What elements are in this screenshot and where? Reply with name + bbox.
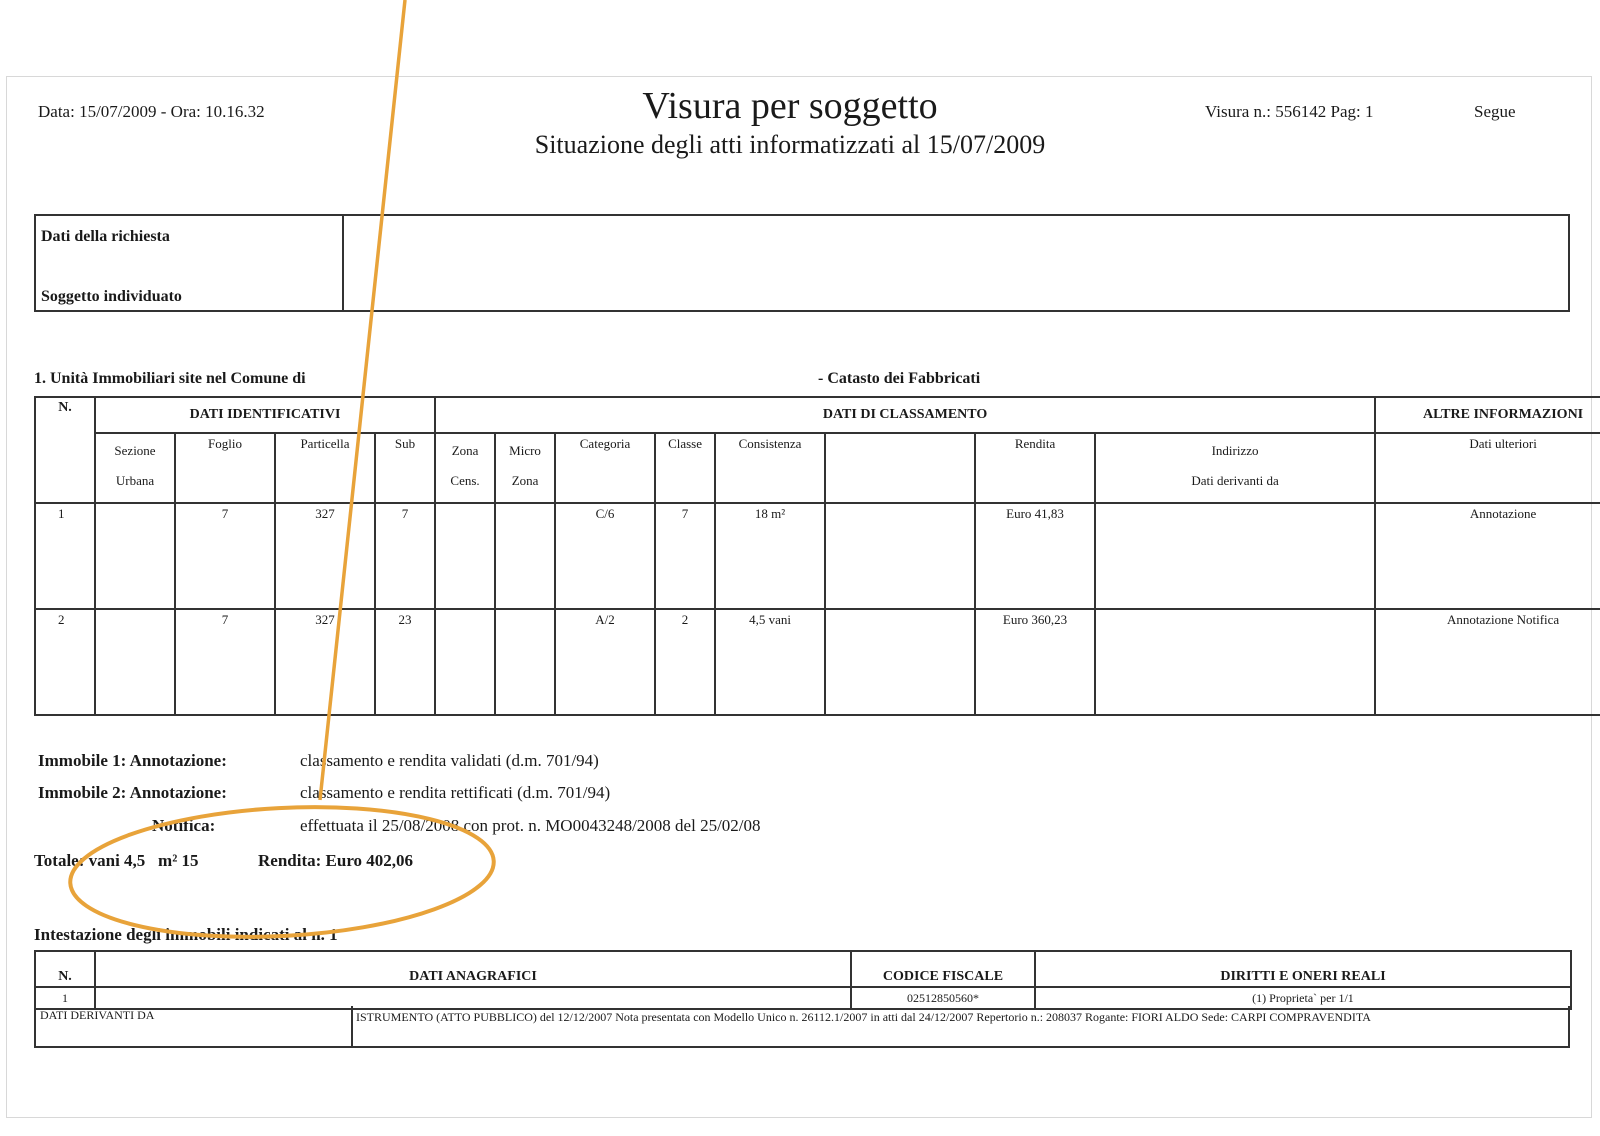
table-row — [35, 609, 1600, 715]
cell-particella: 327 — [275, 503, 375, 609]
group-dati-classamento: DATI DI CLASSAMENTO — [435, 397, 1375, 433]
col-classe: Classe — [655, 433, 715, 503]
cell-sezione — [95, 503, 175, 609]
cell-blank — [825, 503, 975, 609]
col-consistenza: Consistenza — [715, 433, 825, 503]
subject-label: Soggetto individuato — [41, 288, 182, 305]
cell-categoria: C/6 — [555, 503, 655, 609]
col-foglio: Foglio — [175, 433, 275, 503]
owners-title: Intestazione degli immobili indicati al n. 1 — [34, 925, 338, 944]
cell-micro — [495, 503, 555, 609]
catasto-label: - Catasto dei Fabbricati — [818, 370, 981, 387]
section-title: 1. Unità Immobiliari site nel Comune di — [34, 370, 306, 387]
table-row — [35, 503, 1600, 609]
cell-sub: 7 — [375, 503, 435, 609]
cell-particella: 327 — [275, 609, 375, 715]
cell-n: 1 — [35, 503, 95, 609]
col-micro-zona: Micro Zona — [495, 433, 555, 503]
cell-rendita: Euro 41,83 — [975, 503, 1095, 609]
group-dati-identificativi: DATI IDENTIFICATIVI — [95, 397, 435, 433]
document-title: Visura per soggetto — [642, 85, 938, 127]
cell-rendita: Euro 360,23 — [975, 609, 1095, 715]
col-sub: Sub — [375, 433, 435, 503]
col-categoria: Categoria — [555, 433, 655, 503]
owners-table — [34, 950, 1572, 1010]
col-dati-ulteriori: Dati ulteriori — [1375, 433, 1600, 503]
immobile-2-text: classamento e rendita rettificati (d.m. 701/94) — [300, 783, 611, 802]
notifica-label: Notifica: — [152, 816, 216, 835]
visura-reference: Visura n.: 556142 Pag: 1 — [1205, 102, 1374, 121]
cell-zona — [435, 609, 495, 715]
col-diritti: DIRITTI E ONERI REALI — [1035, 951, 1571, 987]
cell-foglio: 7 — [175, 609, 275, 715]
date-time: Data: 15/07/2009 - Ora: 10.16.32 — [38, 102, 265, 121]
col-owner-n: N. — [35, 951, 95, 987]
cell-owner-n: 1 — [35, 987, 95, 1009]
cell-ulteriori: Annotazione — [1375, 503, 1600, 609]
cell-classe: 2 — [655, 609, 715, 715]
cell-blank — [825, 609, 975, 715]
request-box — [34, 214, 1570, 312]
dati-derivanti-divider — [351, 1006, 353, 1046]
group-altre-informazioni: ALTRE INFORMAZIONI — [1375, 397, 1600, 433]
immobile-1-label: Immobile 1: Annotazione: — [38, 751, 227, 770]
cell-diritti: (1) Proprieta` per 1/1 — [1035, 987, 1571, 1009]
totale-vani: Totale: vani 4,5 m² 15 — [34, 851, 199, 870]
cell-zona — [435, 503, 495, 609]
cell-n: 2 — [35, 609, 95, 715]
cell-categoria: A/2 — [555, 609, 655, 715]
cell-consistenza: 18 m² — [715, 503, 825, 609]
col-dati-anagrafici: DATI ANAGRAFICI — [95, 951, 851, 987]
col-rendita: Rendita — [975, 433, 1095, 503]
request-divider — [342, 216, 344, 310]
cell-indirizzo — [1095, 609, 1375, 715]
document-subtitle: Situazione degli atti informatizzati al 15/07/2009 — [534, 130, 1046, 159]
immobile-2-label: Immobile 2: Annotazione: — [38, 783, 227, 802]
cell-classe: 7 — [655, 503, 715, 609]
col-particella: Particella — [275, 433, 375, 503]
rendita-totale: Rendita: Euro 402,06 — [258, 851, 414, 870]
dati-derivanti-text: ISTRUMENTO (ATTO PUBBLICO) del 12/12/2007 Nota presentata con Modello Unico n. 26112.1/2007 in atti dal 24/12/2007 Repertorio n.: 208037 Rogante: FIORI ALDO Sede: CARPI COMPRAVENDITA — [356, 1010, 1371, 1024]
cell-micro — [495, 609, 555, 715]
col-n: N. — [35, 397, 95, 503]
dati-derivanti-box — [34, 1006, 1570, 1048]
cell-indirizzo — [1095, 503, 1375, 609]
col-sezione-urbana: Sezione Urbana — [95, 433, 175, 503]
request-label: Dati della richiesta — [41, 228, 170, 245]
cell-consistenza: 4,5 vani — [715, 609, 825, 715]
cell-sezione — [95, 609, 175, 715]
immobile-1-text: classamento e rendita validati (d.m. 701/94) — [300, 751, 599, 770]
cell-codice-fiscale: 02512850560* — [851, 987, 1035, 1009]
col-indirizzo: Indirizzo Dati derivanti da — [1095, 433, 1375, 503]
segue-label: Segue — [1474, 102, 1516, 121]
cell-sub: 23 — [375, 609, 435, 715]
cell-ulteriori: Annotazione Notifica — [1375, 609, 1600, 715]
dati-derivanti-label: DATI DERIVANTI DA — [40, 1008, 155, 1022]
col-blank — [825, 433, 975, 503]
cell-foglio: 7 — [175, 503, 275, 609]
col-zona-cens: Zona Cens. — [435, 433, 495, 503]
col-codice-fiscale: CODICE FISCALE — [851, 951, 1035, 987]
notifica-text: effettuata il 25/08/2008 con prot. n. MO0043248/2008 del 25/02/08 — [300, 816, 761, 835]
units-table — [34, 396, 1600, 716]
